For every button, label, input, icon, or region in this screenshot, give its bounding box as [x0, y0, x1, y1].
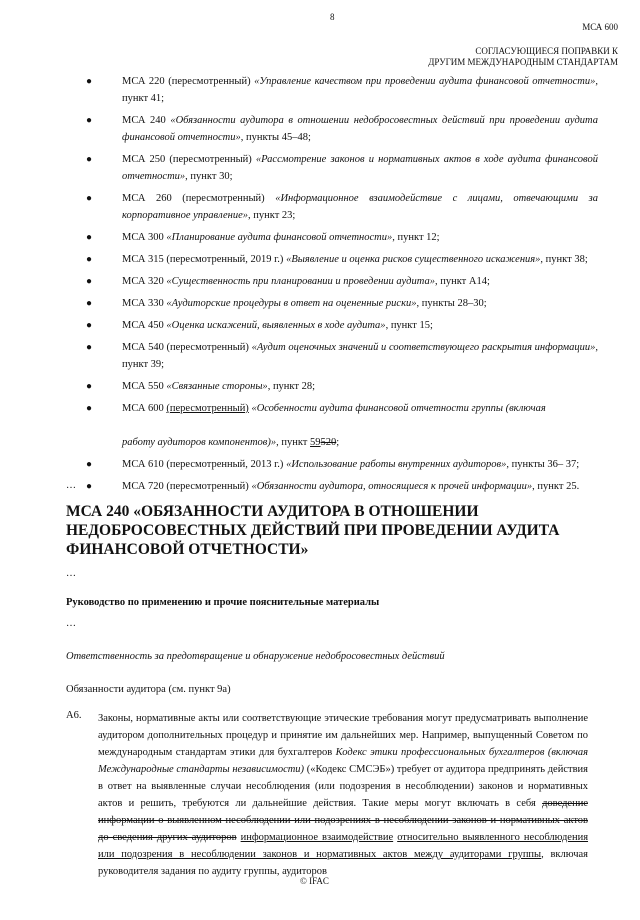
ellipsis: …	[66, 618, 76, 629]
bullet-icon: ●	[86, 381, 93, 392]
bullet-icon: ●	[86, 298, 93, 309]
section-title: МСА 240 «ОБЯЗАННОСТИ АУДИТОРА В ОТНОШЕНИИ НЕДОБРОСОВЕСТНЫХ ДЕЙСТВИЙ ПРИ ПРОВЕДЕНИИ АУДИТА ФИНАНСОВОЙ ОТЧЕТНОСТИ»	[66, 503, 560, 558]
standards-list	[78, 73, 598, 495]
ellipsis: …	[66, 480, 76, 491]
list-item: ● МСА 450 «Оценка искажений, выявленных в ходе аудита», пункт 15;	[78, 317, 598, 334]
bullet-icon: ●	[86, 76, 93, 87]
inserted-text: информационное взаимодействие	[240, 832, 394, 843]
list-item: ● МСА 540 (пересмотренный) «Аудит оценочных значений и соответствующего раскрытия информации», пункт 39;	[78, 339, 598, 373]
bullet-icon: ●	[86, 154, 93, 165]
bullet-icon: ●	[86, 403, 93, 414]
deleted-text: доведение информации о выявленном несоблюдении или подозрениях в несоблюдении законов и нормативных актов до сведения других аудиторов	[98, 798, 588, 843]
bullet-icon: ●	[86, 115, 93, 126]
footer-copyright: © IFAC	[300, 876, 329, 886]
header-title-line-2: ДРУГИМ МЕЖДУНАРОДНЫМ СТАНДАРТАМ	[428, 57, 618, 67]
ellipsis: …	[66, 568, 76, 579]
list-item: ● МСА 315 (пересмотренный, 2019 г.) «Выявление и оценка рисков существенного искажения», пункт 38;	[78, 251, 598, 268]
paragraph-number: А6.	[66, 710, 82, 721]
header-title-line-1: СОГЛАСУЮЩИЕСЯ ПОПРАВКИ К	[475, 46, 618, 56]
document-code: МСА 600	[582, 22, 618, 32]
inserted-text: (пересмотренный)	[166, 403, 249, 414]
bullet-icon: ●	[86, 254, 93, 265]
guidance-heading: Руководство по применению и прочие пояснительные материалы	[66, 597, 380, 608]
bullet-icon: ●	[86, 481, 93, 492]
deleted-text: 520	[320, 437, 337, 448]
list-item: ● МСА 260 (пересмотренный) «Информационное взаимодействие с лицами, отвечающими за корпоративное управление», пункт 23;	[78, 190, 598, 224]
paragraph-a6: Законы, нормативные акты или соответствующие этические требования могут предусматривать выполнение аудитором дополнительных процедур и принятие им дальнейших мер. Например, выпущенный Советом по международным стандартам этики для бухгалтеров Кодекс этики профессиональных бухгалтеров (включая Международные стандарты независимости) («Кодекс СМСЭБ») требует от аудитора предпринять действия в ответ на выявленные случаи несоблюдения (или подозрения в несоблюдении) законов и нормативных актов и решить, требуются ли дальнейшие действия. Такие меры могут включать в себя доведение информации о выявленном несоблюдении или подозрениях в несоблюдении законов и нормативных актов до сведения других аудиторов информационное взаимодействие относительно выявленного несоблюдения или подозрения в несоблюдении законов и нормативных актов между аудиторами группы, включая руководителя задания по аудиту группы, аудиторов	[98, 713, 589, 877]
page-number: 8	[330, 12, 335, 22]
list-item: ● МСА 320 «Существенность при планировании и проведении аудита», пункт A14;	[78, 273, 598, 290]
list-item: ● МСА 220 (пересмотренный) «Управление качеством при проведении аудита финансовой отчетности», пункт 41;	[78, 73, 598, 107]
duties-heading: Обязанности аудитора (см. пункт 9а)	[66, 684, 231, 695]
list-item: ● МСА 600 (пересмотренный) «Особенности аудита финансовой отчетности группы (включая работу аудиторов компонентов)», пункт 59520;	[78, 400, 598, 451]
bullet-icon: ●	[86, 459, 93, 470]
inserted-text: 59	[310, 437, 321, 448]
bullet-icon: ●	[86, 193, 93, 204]
list-item: ● МСА 240 «Обязанности аудитора в отношении недобросовестных действий при проведении аудита финансовой отчетности», пункты 45–48;	[78, 112, 598, 146]
bullet-icon: ●	[86, 320, 93, 331]
list-item: ● МСА 550 «Связанные стороны», пункт 28;	[78, 378, 598, 395]
list-item: ● МСА 610 (пересмотренный, 2013 г.) «Использование работы внутренних аудиторов», пункты 36– 37;	[78, 456, 598, 473]
list-item: ● МСА 250 (пересмотренный) «Рассмотрение законов и нормативных актов в ходе аудита финансовой отчетности», пункт 30;	[78, 151, 598, 185]
list-item: ● МСА 300 «Планирование аудита финансовой отчетности», пункт 12;	[78, 229, 598, 246]
inserted-text: относительно выявленного несоблюдения или подозрения в несоблюдении законов и нормативных актов между аудиторами группы	[98, 832, 589, 860]
responsibility-heading: Ответственность за предотвращение и обнаружение недобросовестных действий	[66, 651, 445, 662]
bullet-icon: ●	[86, 232, 93, 243]
bullet-icon: ●	[86, 276, 93, 287]
list-item: ● МСА 720 (пересмотренный) «Обязанности аудитора, относящиеся к прочей информации», пункт 25.	[78, 478, 598, 495]
bullet-icon: ●	[86, 342, 93, 353]
list-item: ● МСА 330 «Аудиторские процедуры в ответ на оцененные риски», пункты 28–30;	[78, 295, 598, 312]
